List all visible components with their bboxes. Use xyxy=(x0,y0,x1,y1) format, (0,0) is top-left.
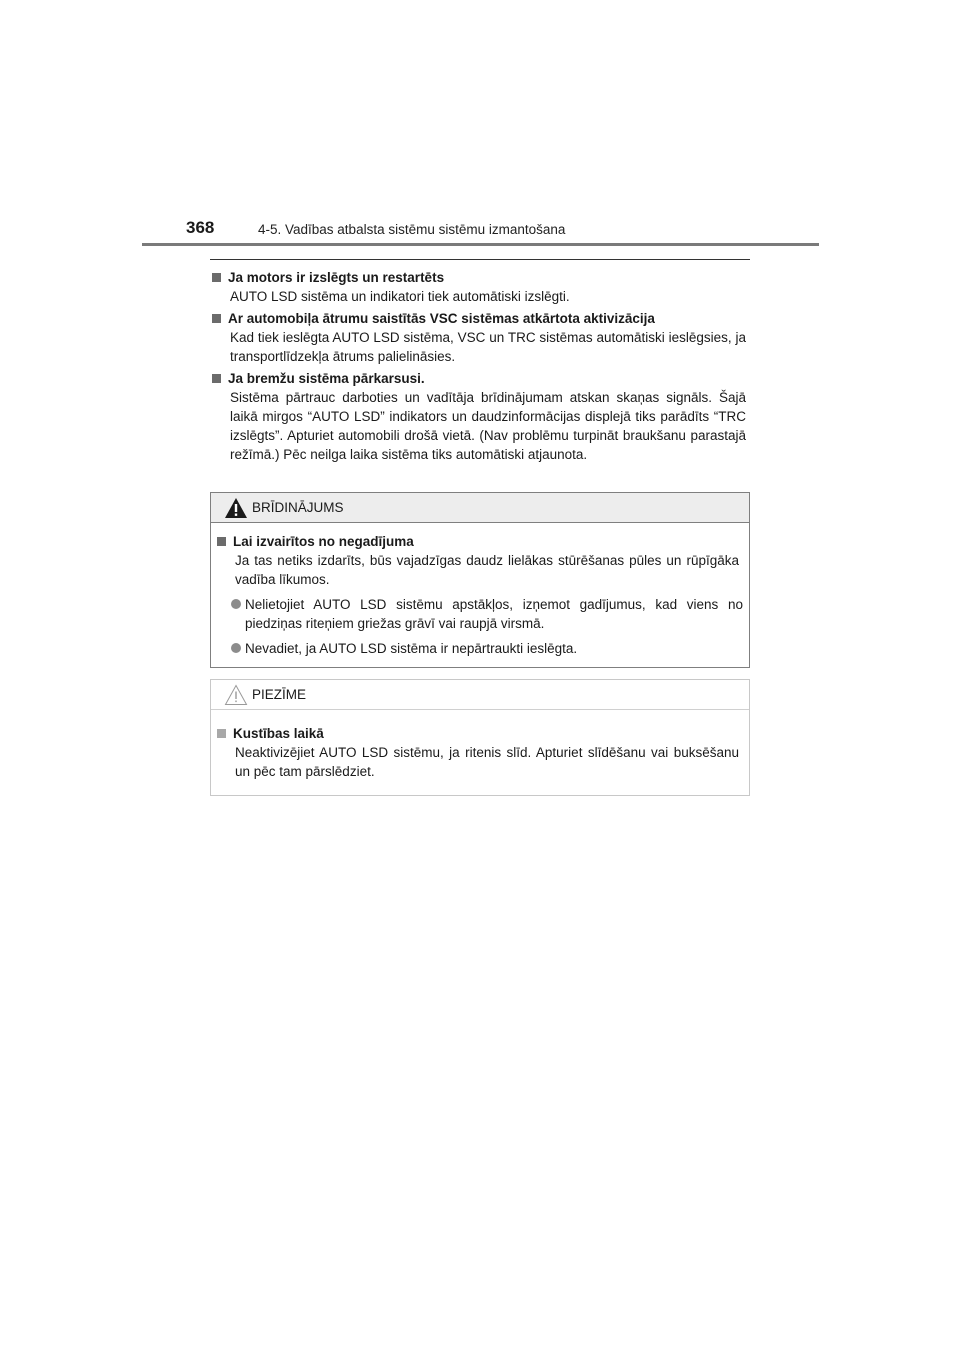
warning-heading xyxy=(217,532,743,551)
section-text: Kad tiek ieslēgta AUTO LSD sistēma, VSC un TRC sistēmas automātiski ieslēgsies, ja transportlīdzekļa ātrums palielināsies. xyxy=(230,330,746,364)
warning-box xyxy=(210,492,750,668)
header-divider xyxy=(142,243,819,246)
warning-body xyxy=(211,523,749,658)
section-title: 4-5. Vadības atbalsta sistēmu sistēmu izmantošana xyxy=(258,222,566,237)
square-bullet-icon xyxy=(217,537,226,546)
note-header xyxy=(211,680,749,710)
note-heading xyxy=(217,724,743,743)
square-bullet-icon xyxy=(212,314,221,323)
warning-text: Ja tas netiks izdarīts, būs vajadzīgas daudz lielākas stūrēšanas pūles un rūpīgāka vadība līkumos. xyxy=(235,553,739,587)
section-heading-text: Ja bremžu sistēma pārkarsusi. xyxy=(228,371,425,386)
warning-bullet xyxy=(231,639,743,658)
note-title: PIEZĪME xyxy=(252,687,307,702)
section-heading-text: Ar automobiļa ātrumu saistītās VSC sistēmas atkārtota aktivizācija xyxy=(228,311,655,326)
warning-triangle-icon xyxy=(224,497,248,519)
note-heading-text: Kustības laikā xyxy=(233,726,324,741)
warning-title: BRĪDINĀJUMS xyxy=(252,500,344,515)
note-text: Neaktivizējiet AUTO LSD sistēmu, ja ritenis slīd. Apturiet slīdēšanu vai buksēšanu un pēc tam pārslēdziet. xyxy=(235,745,739,779)
square-bullet-icon xyxy=(212,374,221,383)
section-heading-text: Ja motors ir izslēgts un restartēts xyxy=(228,270,445,285)
page-number: 368 xyxy=(186,218,215,237)
section-heading xyxy=(210,369,750,388)
warning-bullet xyxy=(231,595,743,633)
square-bullet-icon xyxy=(217,729,226,738)
round-bullet-icon xyxy=(231,643,241,653)
section-heading xyxy=(210,309,750,328)
warning-header xyxy=(211,493,749,523)
main-content xyxy=(210,265,750,464)
section-text: AUTO LSD sistēma un indikatori tiek automātiski izslēgti. xyxy=(230,289,570,304)
content-divider xyxy=(210,259,750,260)
section-text: Sistēma pārtrauc darboties un vadītāja brīdinājumam atskan skaņas signāls. Šajā laikā mirgos “AUTO LSD” indikators un daudzinformācijas displejā tiks parādīts “TRC izslēgts”. Apturiet automobili drošā vietā. (Nav problēmu turpināt braukšanu parastajā režīmā.) Pēc neilga laika sistēma tiks automātiski atjaunota. xyxy=(230,390,746,462)
warning-heading-text: Lai izvairītos no negadījuma xyxy=(233,534,414,549)
note-box xyxy=(210,679,750,796)
note-body xyxy=(211,710,749,781)
warning-bullet-text: Nevadiet, ja AUTO LSD sistēma ir nepārtraukti ieslēgta. xyxy=(245,641,578,656)
square-bullet-icon xyxy=(212,273,221,282)
warning-bullet-text: Nelietojiet AUTO LSD sistēmu apstākļos, izņemot gadījumus, kad viens no piedziņas riteņiem griežas grāvī vai raupjā virsmā. xyxy=(245,597,743,631)
note-triangle-icon xyxy=(224,684,248,706)
section-heading xyxy=(210,268,750,287)
round-bullet-icon xyxy=(231,599,241,609)
